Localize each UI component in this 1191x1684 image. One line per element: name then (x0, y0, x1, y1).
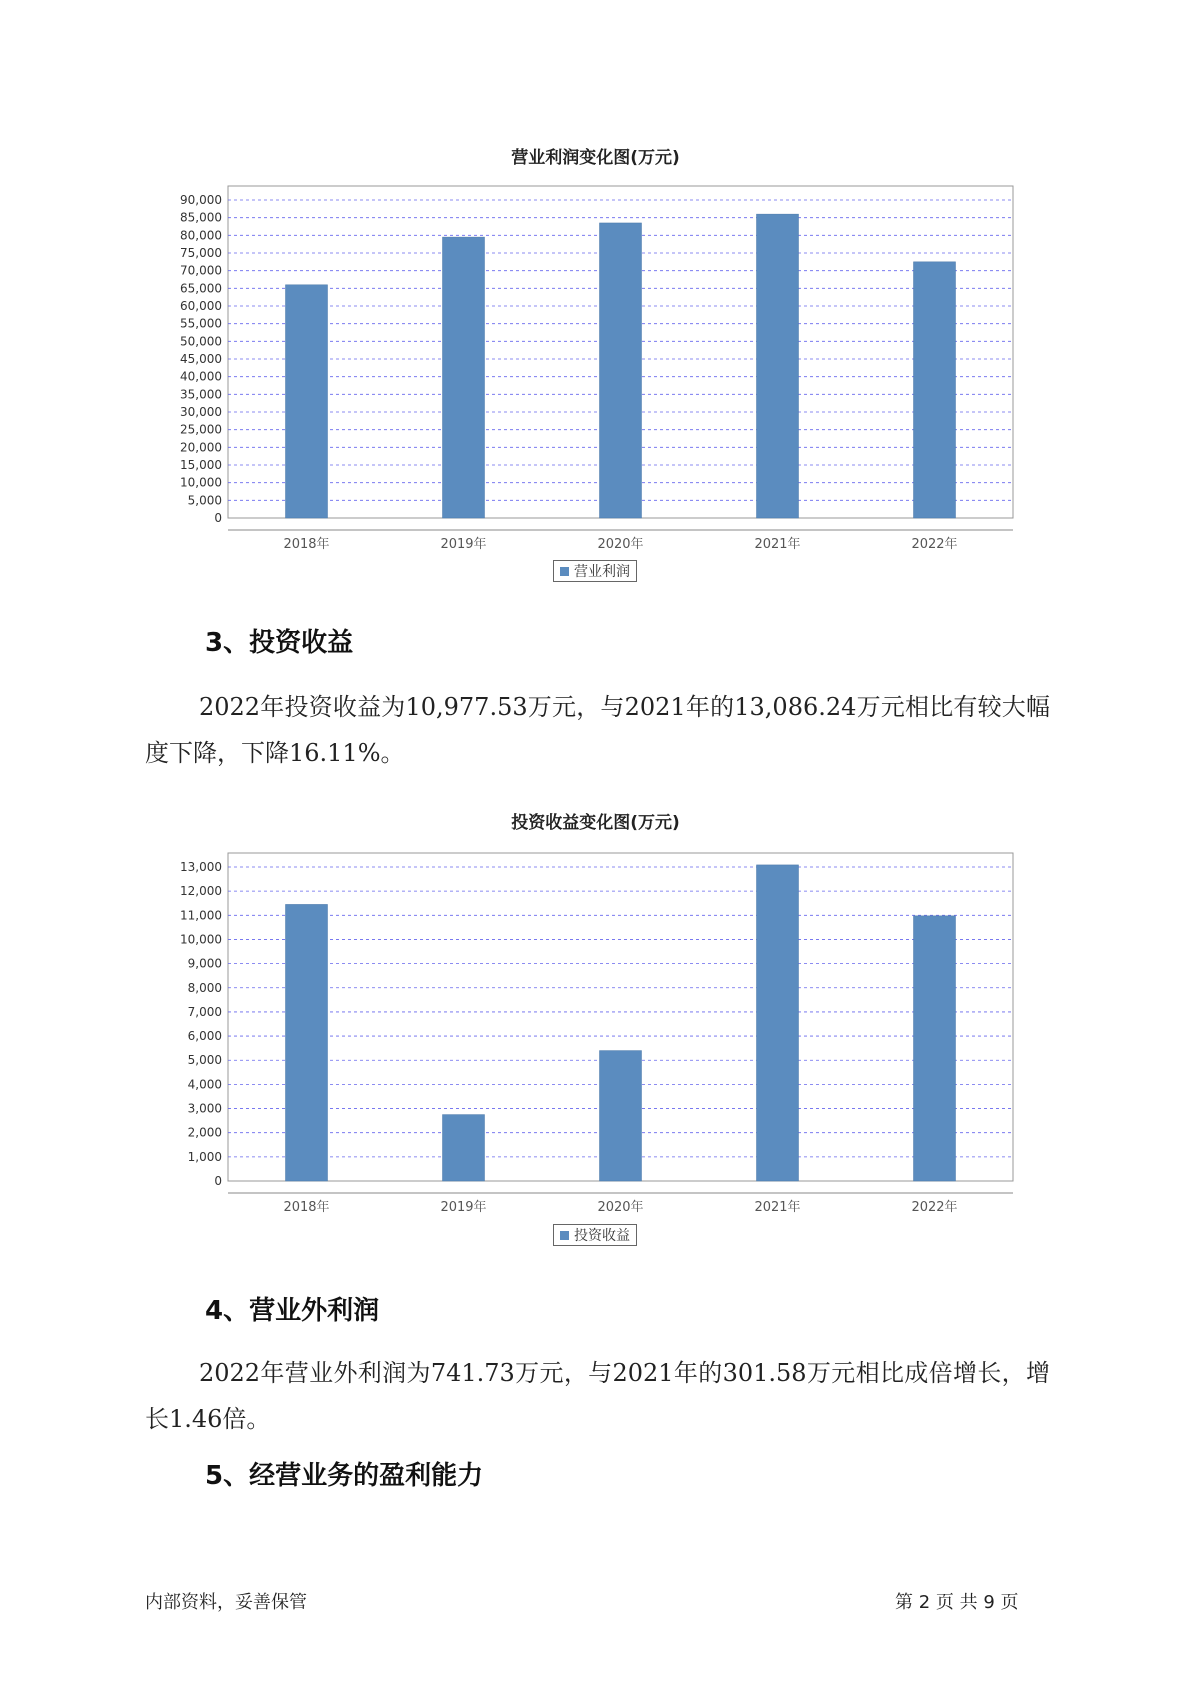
x-tick-label: 2018年 (283, 537, 330, 552)
y-tick-label: 60,000 (180, 299, 222, 313)
chart1-legend-label: 营业利润 (574, 564, 630, 580)
y-tick-label: 90,000 (180, 193, 222, 207)
x-tick-label: 2018年 (283, 1200, 330, 1215)
y-tick-label: 15,000 (180, 458, 222, 472)
y-tick-label: 10,000 (180, 475, 222, 490)
y-tick-label: 1,000 (187, 1149, 222, 1164)
y-tick-label: 8,000 (187, 980, 222, 995)
y-tick-label: 45,000 (180, 352, 222, 366)
y-tick-label: 0 (214, 511, 222, 525)
chart2-legend (553, 1224, 637, 1246)
footer-confidential-note: 内部资料，妥善保管 (145, 1592, 307, 1613)
y-tick-label: 5,000 (187, 1053, 222, 1068)
y-tick-label: 85,000 (180, 210, 222, 225)
chart2-title: 投资收益变化图(万元) (511, 813, 680, 833)
legend-swatch (560, 1231, 569, 1240)
y-tick-label: 4,000 (187, 1077, 222, 1092)
y-tick-label: 55,000 (180, 316, 222, 331)
y-tick-label: 12,000 (180, 884, 222, 899)
x-tick-label: 2020年 (597, 1200, 644, 1215)
y-tick-label: 20,000 (180, 440, 222, 455)
y-tick-label: 70,000 (180, 263, 222, 278)
section3-heading: 3、投资收益 (205, 628, 354, 658)
y-tick-label: 11,000 (180, 908, 222, 923)
x-tick-label: 2020年 (597, 537, 644, 552)
y-tick-label: 6,000 (187, 1029, 222, 1044)
chart1-title: 营业利润变化图(万元) (511, 148, 680, 168)
y-tick-label: 0 (214, 1174, 222, 1188)
section5-heading: 5、经营业务的盈利能力 (205, 1461, 484, 1491)
bar-2020年 (600, 1051, 642, 1181)
x-tick-label: 2022年 (911, 1200, 958, 1215)
x-tick-label: 2021年 (754, 537, 801, 552)
y-tick-label: 10,000 (180, 932, 222, 947)
y-tick-label: 35,000 (180, 387, 222, 402)
y-tick-label: 2,000 (187, 1125, 222, 1140)
section3-paragraph: 2022年投资收益为10,977.53万元，与2021年的13,086.24万元相比有较大幅度下降，下降16.11%。 (145, 693, 1050, 767)
bar-2021年 (757, 865, 799, 1181)
y-tick-label: 7,000 (187, 1004, 222, 1019)
y-tick-label: 65,000 (180, 281, 222, 296)
section4-paragraph: 2022年营业外利润为741.73万元，与2021年的301.58万元相比成倍增长，增长1.46倍。 (145, 1359, 1050, 1433)
y-tick-label: 30,000 (180, 405, 222, 419)
y-tick-label: 9,000 (187, 956, 222, 971)
y-tick-label: 40,000 (180, 369, 222, 384)
x-tick-label: 2019年 (440, 1200, 487, 1215)
y-tick-label: 75,000 (180, 246, 222, 260)
y-tick-label: 5,000 (187, 493, 222, 508)
x-tick-label: 2022年 (911, 537, 958, 552)
bar-2022年 (914, 916, 956, 1181)
y-tick-label: 80,000 (180, 228, 222, 243)
y-tick-label: 13,000 (180, 860, 222, 874)
y-tick-label: 3,000 (187, 1101, 222, 1116)
y-tick-label: 25,000 (180, 422, 222, 437)
chart2-legend-label: 投资收益 (574, 1228, 630, 1244)
x-tick-label: 2021年 (754, 1200, 801, 1215)
bar-2018年 (286, 904, 328, 1181)
section4-heading: 4、营业外利润 (205, 1296, 380, 1326)
footer-page-number: 第 2 页 共 9 页 (895, 1592, 1019, 1613)
y-tick-label: 50,000 (180, 334, 222, 349)
bar-2019年 (443, 1115, 485, 1181)
x-tick-label: 2019年 (440, 537, 487, 552)
